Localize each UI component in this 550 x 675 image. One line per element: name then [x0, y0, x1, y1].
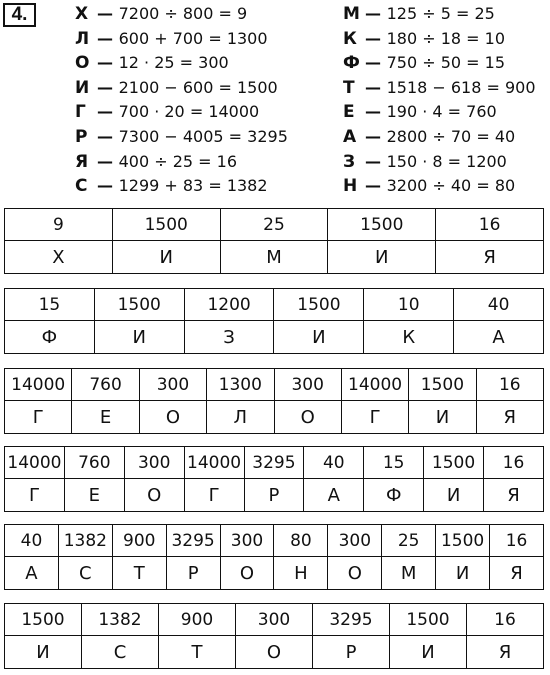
equations-left-column — [75, 2, 288, 199]
number-cell: 15 — [364, 447, 424, 479]
equation-dash: — — [365, 102, 387, 122]
letter-cell: Г — [5, 401, 72, 434]
equation-row — [343, 2, 536, 27]
number-cell: 25 — [382, 525, 436, 557]
number-cell: 1200 — [184, 289, 274, 321]
equation-expression: 700 · 20 = 14000 — [118, 102, 260, 122]
word-table — [4, 446, 544, 512]
word-table — [4, 603, 544, 669]
letter-cell: М — [220, 241, 328, 274]
equation-expression: 7300 − 4005 = 3295 — [118, 126, 288, 146]
word-table — [4, 524, 544, 590]
number-cell: 1382 — [58, 525, 112, 557]
number-cell: 300 — [236, 604, 313, 636]
equation-dash: — — [365, 176, 387, 196]
equation-dash: — — [97, 151, 119, 171]
number-cell: 3295 — [244, 447, 304, 479]
letter-cell: И — [94, 321, 184, 354]
equation-dash: — — [97, 28, 119, 48]
letter-cell: Т — [159, 636, 236, 669]
number-cell: 1300 — [207, 369, 274, 401]
equation-expression: 2100 − 600 = 1500 — [118, 77, 278, 97]
number-cell: 1500 — [94, 289, 184, 321]
letter-cell: И — [424, 479, 484, 512]
number-cell: 1500 — [328, 209, 436, 241]
letter-cell: Г — [184, 479, 244, 512]
number-cell: 40 — [304, 447, 364, 479]
number-cell: 14000 — [341, 369, 408, 401]
equation-expression: 750 ÷ 50 = 15 — [386, 53, 505, 73]
equation-dash: — — [365, 4, 387, 23]
equation-row — [343, 100, 536, 125]
number-cell: 16 — [476, 369, 543, 401]
number-cell: 1382 — [82, 604, 159, 636]
letter-cell: Г — [5, 479, 65, 512]
letter-cell: К — [364, 321, 454, 354]
equation-letter: Р — [75, 126, 88, 147]
number-cell: 16 — [436, 209, 544, 241]
equation-letter: Г — [75, 102, 86, 123]
equation-dash: — — [365, 151, 387, 171]
equation-dash: — — [365, 28, 387, 48]
number-cell: 25 — [220, 209, 328, 241]
letter-cell: И — [274, 321, 364, 354]
number-cell: 760 — [64, 447, 124, 479]
equation-row — [75, 2, 288, 27]
number-cell: 300 — [139, 369, 206, 401]
letter-cell: М — [382, 557, 436, 590]
letter-cell: Т — [112, 557, 166, 590]
letter-cell: Ф — [5, 321, 95, 354]
number-cell: 1500 — [390, 604, 467, 636]
number-cell: 15 — [5, 289, 95, 321]
equation-expression: 3200 ÷ 40 = 80 — [386, 176, 516, 196]
equation-letter: И — [75, 77, 90, 98]
letter-cell: Я — [436, 241, 544, 274]
word-table — [4, 208, 544, 274]
equation-letter: О — [75, 53, 90, 74]
equation-letter: З — [343, 151, 356, 172]
letter-cell: Я — [490, 557, 544, 590]
equation-letter: Н — [343, 176, 358, 197]
equation-expression: 150 · 8 = 1200 — [386, 151, 507, 171]
number-cell: 1500 — [5, 604, 82, 636]
equation-expression: 2800 ÷ 70 = 40 — [386, 126, 516, 146]
letter-cell: Е — [72, 401, 139, 434]
equation-row — [75, 125, 288, 150]
letter-cell: Ф — [364, 479, 424, 512]
equation-row — [75, 27, 288, 52]
equation-dash: — — [365, 77, 387, 97]
letter-cell: О — [236, 636, 313, 669]
letter-cell: О — [274, 401, 341, 434]
word-table — [4, 288, 544, 354]
number-cell: 9 — [5, 209, 113, 241]
equation-letter: Я — [75, 151, 89, 172]
letter-cell: Я — [484, 479, 544, 512]
number-cell: 900 — [112, 525, 166, 557]
number-cell: 300 — [274, 369, 341, 401]
equation-row — [343, 51, 536, 76]
number-cell: 3295 — [166, 525, 220, 557]
equation-dash: — — [97, 102, 119, 122]
equations-right-column — [343, 2, 536, 199]
equation-expression: 7200 ÷ 800 = 9 — [118, 4, 248, 23]
equation-row — [343, 150, 536, 175]
equation-expression: 400 ÷ 25 = 16 — [118, 151, 237, 171]
letter-cell: С — [58, 557, 112, 590]
equation-row — [343, 174, 536, 199]
letter-cell: А — [304, 479, 364, 512]
number-cell: 40 — [5, 525, 59, 557]
task-number: 4. — [3, 3, 36, 27]
number-cell: 80 — [274, 525, 328, 557]
equation-row — [343, 76, 536, 101]
equation-dash: — — [97, 4, 119, 23]
letter-cell: Н — [274, 557, 328, 590]
equation-letter: Х — [75, 4, 89, 24]
equation-expression: 180 ÷ 18 = 10 — [386, 28, 505, 48]
equation-letter: Л — [75, 28, 90, 49]
letter-cell: О — [220, 557, 274, 590]
equation-letter: А — [343, 126, 357, 147]
letter-cell: И — [112, 241, 220, 274]
equation-row — [343, 27, 536, 52]
equation-row — [75, 150, 288, 175]
equation-expression: 125 ÷ 5 = 25 — [386, 4, 495, 23]
number-cell: 1500 — [112, 209, 220, 241]
letter-cell: Г — [341, 401, 408, 434]
number-cell: 760 — [72, 369, 139, 401]
letter-cell: О — [124, 479, 184, 512]
letter-cell: Я — [467, 636, 544, 669]
number-cell: 40 — [454, 289, 544, 321]
equation-letter: Т — [343, 77, 355, 98]
letter-cell: А — [5, 557, 59, 590]
number-cell: 300 — [220, 525, 274, 557]
equation-expression: 190 · 4 = 760 — [386, 102, 497, 122]
letter-cell: Р — [166, 557, 220, 590]
letter-cell: И — [5, 636, 82, 669]
equation-row — [75, 76, 288, 101]
number-cell: 900 — [159, 604, 236, 636]
number-cell: 1500 — [409, 369, 476, 401]
letter-cell: И — [436, 557, 490, 590]
number-cell: 1500 — [436, 525, 490, 557]
letter-cell: Х — [5, 241, 113, 274]
number-cell: 14000 — [5, 447, 65, 479]
equation-expression: 1299 + 83 = 1382 — [118, 176, 268, 196]
number-cell: 14000 — [5, 369, 72, 401]
letter-cell: Р — [244, 479, 304, 512]
number-cell: 300 — [328, 525, 382, 557]
number-cell: 3295 — [313, 604, 390, 636]
equation-letter: Е — [343, 102, 355, 123]
equation-letter: К — [343, 28, 357, 49]
letter-cell: Я — [476, 401, 543, 434]
number-cell: 10 — [364, 289, 454, 321]
equation-row — [75, 100, 288, 125]
letter-cell: С — [82, 636, 159, 669]
number-cell: 16 — [484, 447, 544, 479]
equation-letter: Ф — [343, 53, 360, 74]
letter-cell: А — [454, 321, 544, 354]
equation-expression: 1518 − 618 = 900 — [386, 77, 536, 97]
number-cell: 16 — [467, 604, 544, 636]
equation-row — [343, 125, 536, 150]
letter-cell: И — [390, 636, 467, 669]
letter-cell: О — [139, 401, 206, 434]
number-cell: 14000 — [184, 447, 244, 479]
equation-row — [75, 174, 288, 199]
letter-cell: И — [409, 401, 476, 434]
letter-cell: О — [328, 557, 382, 590]
number-cell: 1500 — [274, 289, 364, 321]
letter-cell: Л — [207, 401, 274, 434]
letter-cell: З — [184, 321, 274, 354]
equation-dash: — — [97, 77, 119, 97]
letter-cell: Е — [64, 479, 124, 512]
equation-row — [75, 51, 288, 76]
letter-cell: И — [328, 241, 436, 274]
equation-letter: М — [343, 4, 360, 24]
equation-dash: — — [97, 53, 119, 73]
word-table — [4, 368, 544, 434]
equation-dash: — — [365, 53, 387, 73]
equation-dash: — — [97, 126, 119, 146]
number-cell: 300 — [124, 447, 184, 479]
equation-dash: — — [365, 126, 387, 146]
equation-dash: — — [97, 176, 119, 196]
equation-expression: 600 + 700 = 1300 — [118, 28, 268, 48]
letter-cell: Р — [313, 636, 390, 669]
equation-letter: С — [75, 176, 88, 197]
number-cell: 1500 — [424, 447, 484, 479]
equation-expression: 12 · 25 = 300 — [118, 53, 229, 73]
number-cell: 16 — [490, 525, 544, 557]
